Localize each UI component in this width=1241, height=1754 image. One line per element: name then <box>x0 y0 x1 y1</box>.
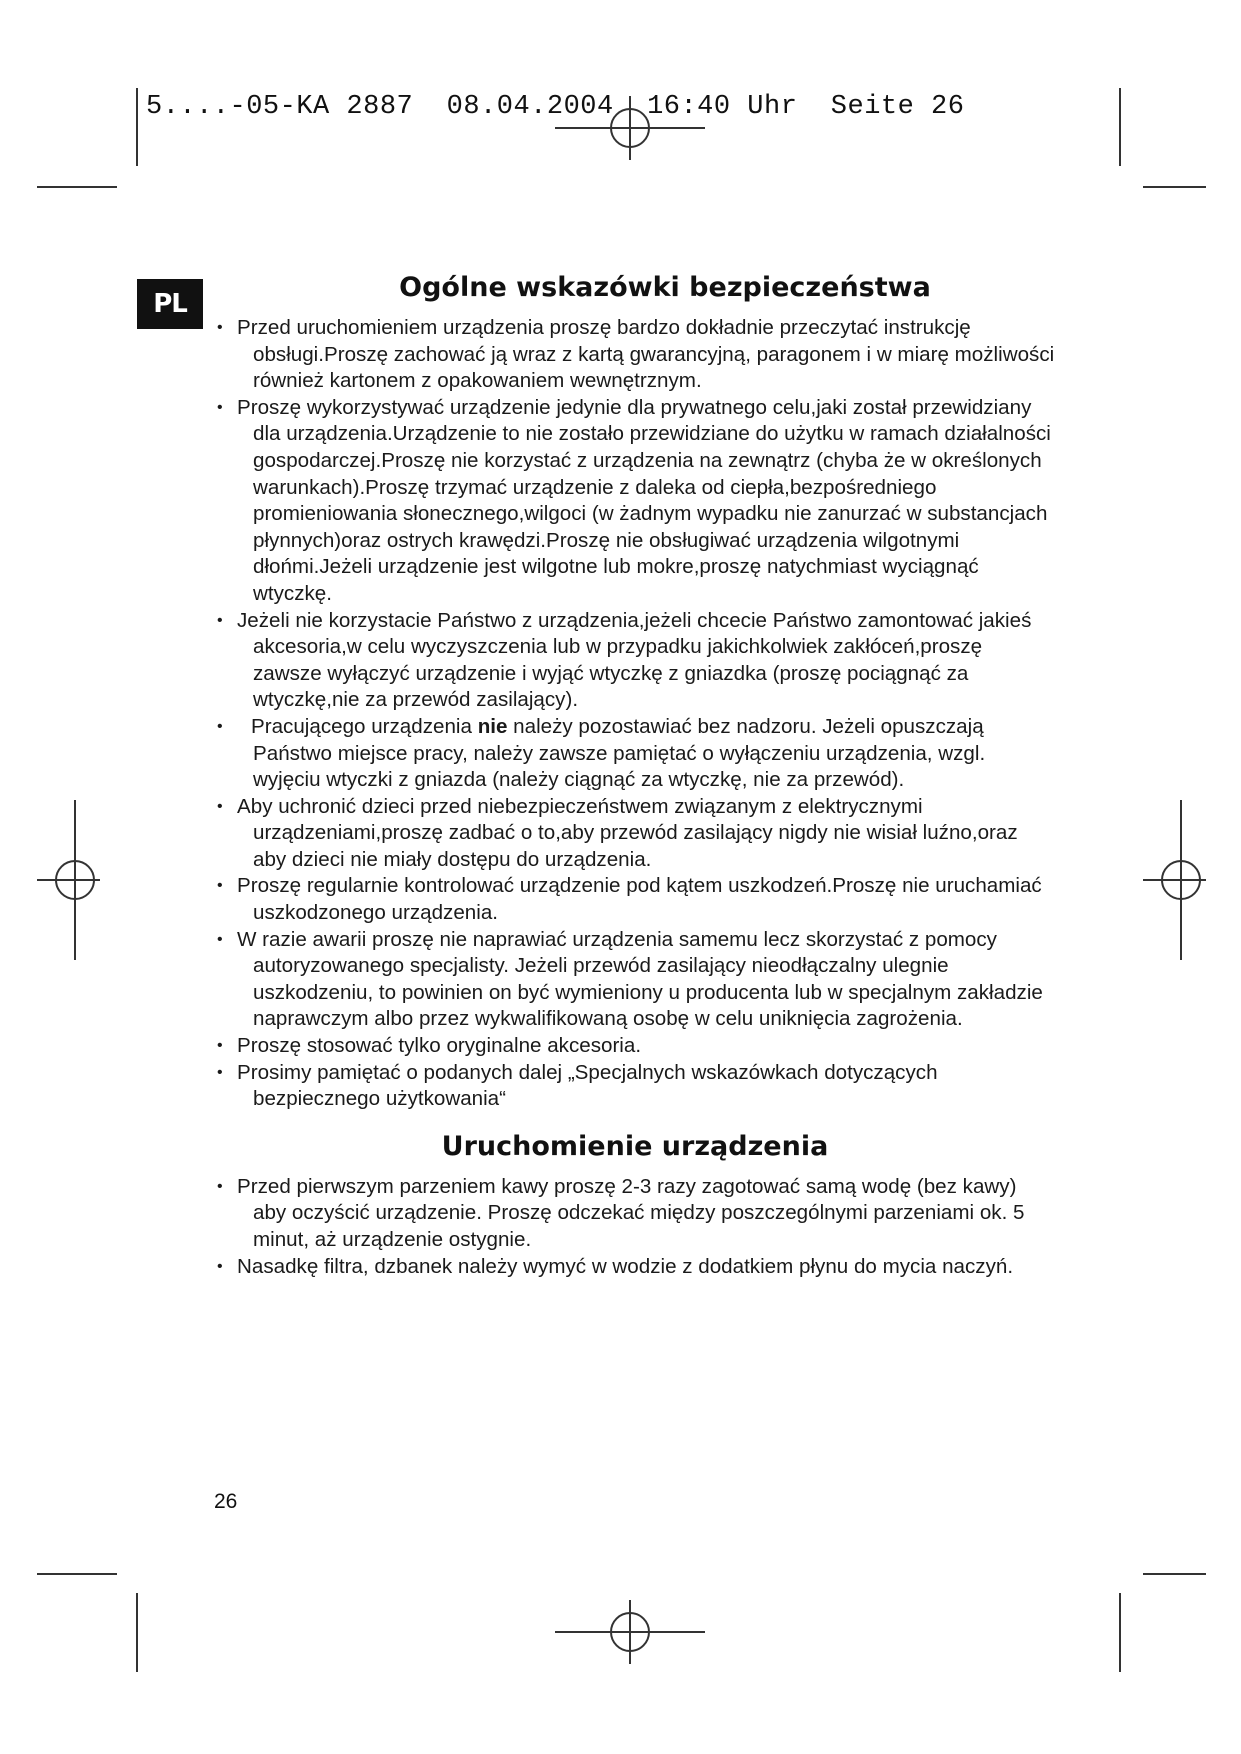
list-item-supervision <box>215 714 1055 794</box>
list-item: • W razie awarii proszę nie naprawiać urządzenia samemu lecz skorzystać z pomocy autoryzowanego specjalisty. Jeżeli przewód zasilający nieodłączalny ulegnie uszkodzeniu, to powinien on być wymieniony u producenta lub w specjalnym zakładzie naprawczym albo przez wykwalifikowaną osobę w celu uniknięcia zagrożenia. <box>215 927 1055 1033</box>
page-number: 26 <box>214 1490 238 1513</box>
section-title-safety: Ogólne wskazówki bezpieczeństwa <box>399 272 931 303</box>
registration-mark-left <box>37 800 100 960</box>
list-item: • Przed uruchomieniem urządzenia proszę bardzo dokładnie przeczytać instrukcję obsługi.Proszę zachować ją wraz z kartą gwarancyjną, paragonem i w miarę możliwości również kartonem z opakowaniem wewnętrznym. <box>215 315 1055 395</box>
list-item: • Przed pierwszym parzeniem kawy proszę 2-3 razy zagotować samą wodę (bez kawy) aby oczyścić urządzenie. Proszę odczekać między poszczególnymi parzeniami ok. 5 minut, aż urządzenie ostygnie. <box>215 1174 1055 1254</box>
list-item: • Jeżeli nie korzystacie Państwo z urządzenia,jeżeli chcecie Państwo zamontować jakieś akcesoria,w celu wyczyszczenia lub w przypadku jakichkolwiek zakłóceń,proszę zawsze wyłączyć urządzenie i wyjąć wtyczkę z gniazdka (proszę pociągnąć za wtyczkę,nie za przewód zasilający). <box>215 608 1055 714</box>
list-item: • Proszę stosować tylko oryginalne akcesoria. <box>215 1033 1055 1060</box>
registration-mark-right <box>1143 800 1206 960</box>
list-item: • Proszę wykorzystywać urządzenie jedynie dla prywatnego celu,jaki został przewidziany dla urządzenia.Urządzenie to nie zostało przewidziane do użytku w ramach działalności gospodarczej.Proszę nie korzystać z urządzenia na zewnątrz (chyba że w określonych warunkach).Proszę trzymać urządzenie z daleka od ciepła,bezpośredniego promieniowania słonecznego,wilgoci (w żadnym wypadku nie zanurzać w substancjach płynnych)oraz ostrych krawędzi.Proszę nie obsługiwać urządzenia wilgotnymi dłońmi.Jeżeli urządzenie jest wilgotne lub mokre,proszę natychmiast wyciągnąć wtyczkę. <box>215 395 1055 608</box>
language-tab-pl: PL <box>137 279 203 329</box>
section-title-startup: Uruchomienie urządzenia <box>441 1130 829 1162</box>
print-slug-header: 5....-05-KA 2887 08.04.2004 16:40 Uhr Seite 26 <box>146 92 965 122</box>
registration-mark-bottom <box>555 1600 705 1664</box>
safety-instructions-list <box>215 315 1055 1113</box>
list-item: • Proszę regularnie kontrolować urządzenie pod kątem uszkodzeń.Proszę nie uruchamiać uszkodzonego urządzenia. <box>215 873 1055 926</box>
list-item: • Aby uchronić dzieci przed niebezpieczeństwem związanym z elektrycznymi urządzeniami,proszę zadbać o to,aby przewód zasilający nigdy nie wisiał luźno,oraz aby dzieci nie miały dostępu do urządzenia. <box>215 794 1055 874</box>
supervision-text-before: Pracującego urządzenia <box>251 714 478 738</box>
list-item: • Prosimy pamiętać o podanych dalej „Specjalnych wskazówkach dotyczących bezpiecznego użytkowania“ <box>215 1060 1055 1113</box>
supervision-text-after: należy pozostawiać bez nadzoru. Jeżeli opuszczają Państwo miejsce pracy, należy zawsze pamiętać o wyłączeniu urządzenia, wzgl. wyjęciu wtyczki z gniazda (należy ciągnąć za wtyczkę, nie za przewód). <box>253 714 986 792</box>
manual-content <box>215 272 1055 1280</box>
list-item: • Nasadkę filtra, dzbanek należy wymyć w wodzie z dodatkiem płynu do mycia naczyń. <box>215 1254 1055 1281</box>
startup-instructions-list <box>215 1174 1055 1280</box>
supervision-emphasis: nie <box>477 714 508 738</box>
